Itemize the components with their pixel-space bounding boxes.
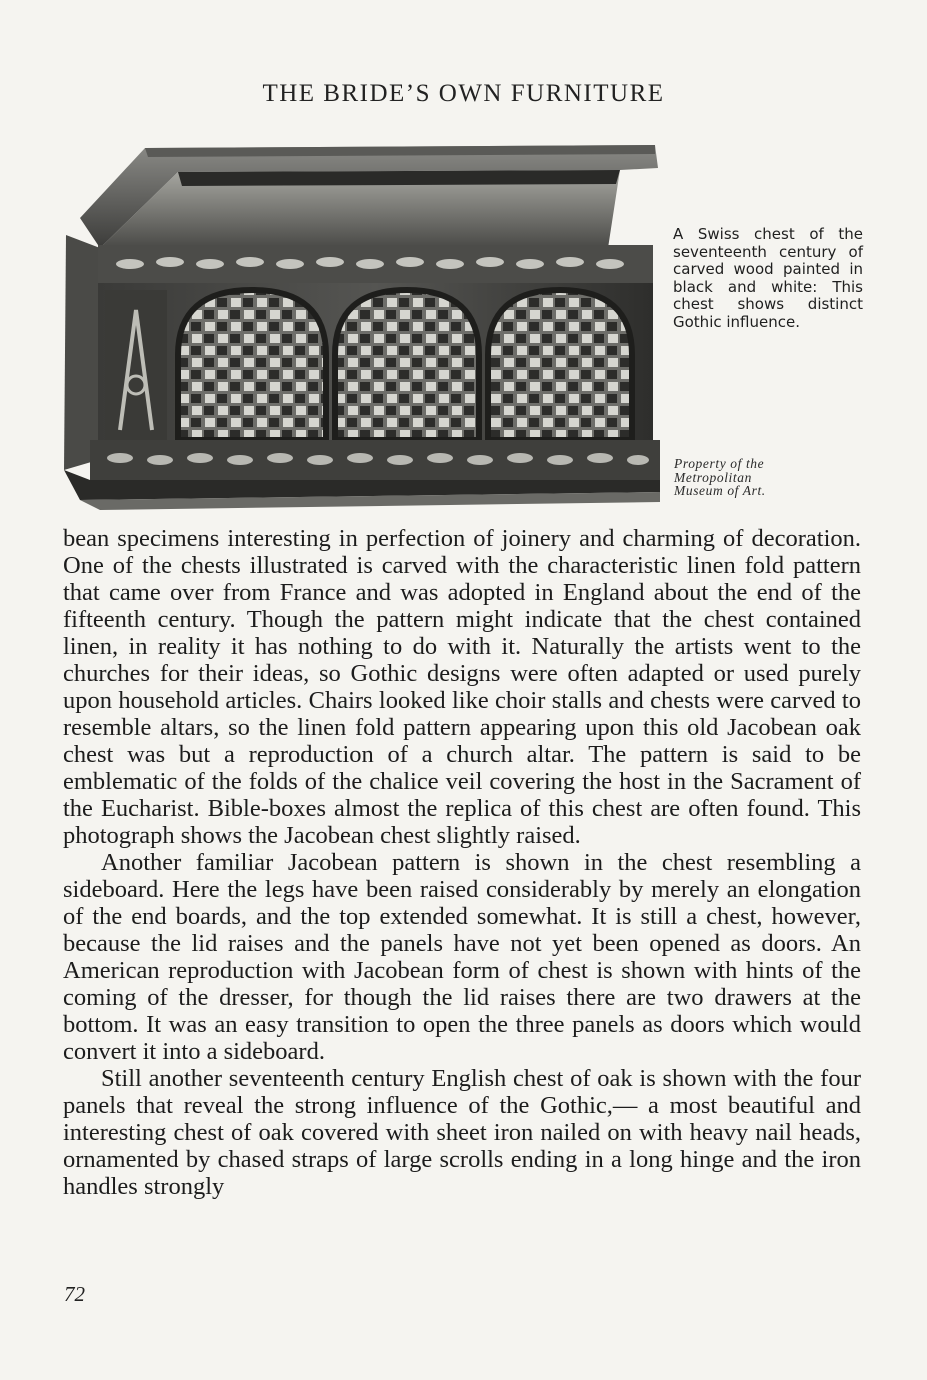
running-head: THE BRIDE’S OWN FURNITURE [262, 80, 665, 107]
carved-chest-photo-icon [60, 140, 660, 525]
credit-line: Metropolitan [674, 469, 752, 485]
figure-credit [674, 457, 854, 498]
paragraph: Another familiar Jacobean pattern is shown in the chest resembling a sideboard. Here the legs have been raised considerably by merely an elongation of the end boards, and the top extended somewhat. It is still a chest, however, because the lid raises and the panels have not yet been opened as doors. An American reproduction with Jacobean form of chest is shown with hints of the coming of the dresser, for though the lid raises there are two drawers at the bottom. It was an easy transition to open the three panels as doors which would convert it into a sideboard. [63, 849, 861, 1065]
paragraph: Still another seventeenth century English chest of oak is shown with the four panels that reveal the strong influence of the Gothic,— a most beautiful and interesting chest of oak covered with sheet iron nailed on with heavy nail heads, ornamented by chased straps of large scrolls ending in a long hinge and the iron handles strongly [63, 1065, 861, 1200]
page-number: 72 [64, 1282, 85, 1306]
paragraph-continued: bean specimens interesting in perfection of joinery and charming of decoration. One of the chests illustrated is carved with the characteristic linen fold pattern that came over from France and was adopted in England about the end of the fifteenth century. Though the pattern might indicate that the chest contained linen, in reality it has nothing to do with it. Naturally the artists went to the churches for their ideas, so Gothic designs were often adapted or used purely upon household articles. Chairs looked like choir stalls and chests were carved to resemble altars, so the linen fold pattern appearing upon this old Jacobean oak chest was but a reproduction of a church altar. The pattern is said to be emblematic of the folds of the chalice veil covering the host in the Sacrament of the Eucharist. Bible-boxes almost the replica of this chest are often found. This photograph shows the Jacobean chest slightly raised. [63, 525, 861, 849]
figure-caption: A Swiss chest of the seventeenth century of carved wood painted in black and white: This chest shows distinct Gothic influence. [673, 225, 863, 331]
body-text [63, 525, 861, 1200]
credit-line: Museum of Art. [674, 483, 766, 498]
credit-line: Property of the [674, 456, 765, 471]
